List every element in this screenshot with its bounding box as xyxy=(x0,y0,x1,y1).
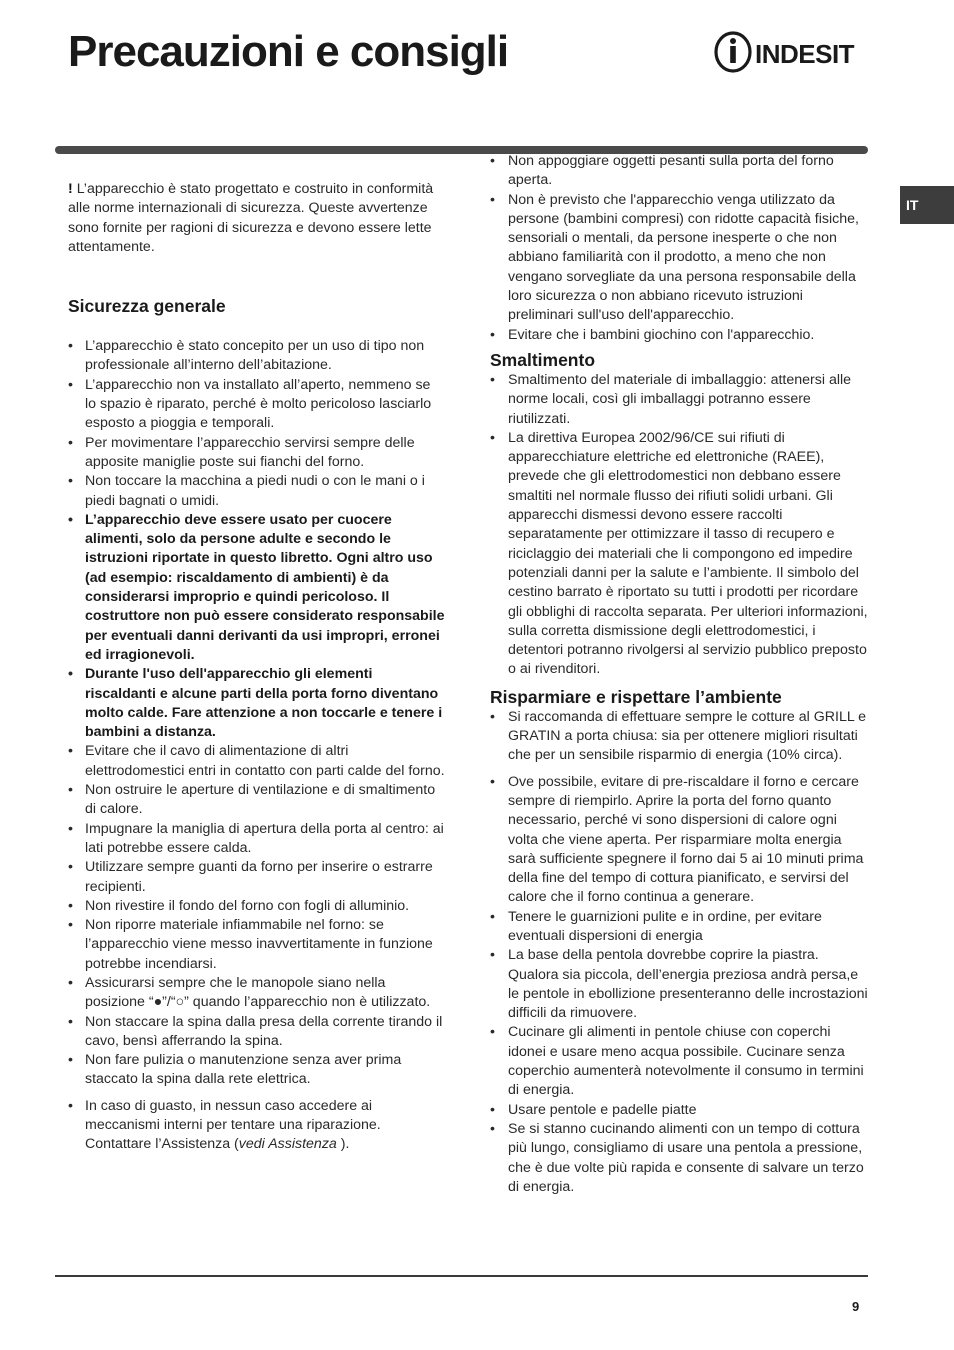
list-item: • Si raccomanda di effettuare sempre le cotture al GRILL e GRATIN a porta chiusa: sia per ottenere migliori risultati che per un sensibile risparmio di energia (10% circa). xyxy=(490,708,868,766)
intro-paragraph xyxy=(68,180,445,257)
list-item: • Ove possibile, evitare di pre-riscaldare il forno e cercare sempre di riempirlo. Aprire la porta del forno quanto necessario, perché vi sono dispersioni di calore ogni volta che viene aperta. Per risparmiare molta energia sarà sufficiente spegnere il forno dai 5 ai 10 minuti prima della fine del tempo di cottura pianificato, e servirsi del calore che il forno continua a generare. xyxy=(490,773,868,908)
list-item: • Assicurarsi sempre che le manopole siano nella posizione “●”/“○” quando l’apparecchio non è utilizzato. xyxy=(68,974,445,1013)
list-item: • Se si stanno cucinando alimenti con un tempo di cottura più lungo, consigliamo di usare una pentola a pressione, che è due volte più rapida e consente di salvare un terzo di energia. xyxy=(490,1120,868,1197)
list-item: • La direttiva Europea 2002/96/CE sui rifiuti di apparecchiature elettriche ed elettroniche (RAEE), prevede che gli elettrodomestici non debbano essere smaltiti nel normale flusso dei rifiuti solidi urbani. Gli apparecchi dismessi devono essere raccolti separatamente per ottimizzare il tasso di recupero e riciclaggio dei materiali che li compongono ed impedire potenziali danni per la salute e l’ambiente. Il simbolo del cestino barrato è riportato su tutti i prodotti per ricordare gli obblighi di raccolta separata. Per ulteriori informazioni, sulla corretta dismissione degli elettrodomestici, i detentori potranno rivolgersi al servizio pubblico preposto o ai rivenditori. xyxy=(490,429,868,680)
list-item: • Utilizzare sempre guanti da forno per inserire o estrarre recipienti. xyxy=(68,858,445,897)
indesit-logo-icon xyxy=(713,30,873,76)
list-item: • Cucinare gli alimenti in pentole chiuse con coperchi idonei e usare meno acqua possibile. Cucinare senza coperchio aumenterà notevolmente il consumo in termini di energia. xyxy=(490,1023,868,1100)
left-column xyxy=(68,180,445,1155)
list-item: • Evitare che il cavo di alimentazione di altri elettrodomestici entri in contatto con parti calde del forno. xyxy=(68,742,445,781)
list-item: • Durante l'uso dell'apparecchio gli elementi riscaldanti e alcune parti della porta forno diventano molto calde. Fare attenzione a non toccarle e tenere i bambini a distanza. xyxy=(68,665,445,742)
list-item: • Non toccare la macchina a piedi nudi o con le mani o i piedi bagnati o umidi. xyxy=(68,472,445,511)
list-item: • Non ostruire le aperture di ventilazione e di smaltimento di calore. xyxy=(68,781,445,820)
list-item: • Smaltimento del materiale di imballaggio: attenersi alle norme locali, così gli imballaggi potranno essere riutilizzati. xyxy=(490,371,868,429)
section-title-sicurezza: Sicurezza generale xyxy=(68,296,226,317)
list-item: • L’apparecchio deve essere usato per cuocere alimenti, solo da persone adulte e secondo le istruzioni riportate in questo libretto. Ogni altro uso (ad esempio: riscaldamento di ambienti) è da considerarsi improprio e quindi pericoloso. Il costruttore non può essere considerato responsabile per eventuali danni derivanti da usi impropri, erronei ed irragionevoli. xyxy=(68,511,445,665)
section-title-risparmiare: Risparmiare e rispettare l’ambiente xyxy=(490,686,782,707)
list-item: • Usare pentole e padelle piatte xyxy=(490,1101,868,1120)
list-item: • Per movimentare l’apparecchio servirsi sempre delle apposite maniglie poste sui fianchi del forno. xyxy=(68,434,445,473)
language-tab: IT xyxy=(900,186,954,224)
list-item: • Non rivestire il fondo del forno con fogli di alluminio. xyxy=(68,897,445,916)
list-item-text: ). xyxy=(336,1136,350,1153)
list-item: • L’apparecchio non va installato all’aperto, nemmeno se lo spazio è riparato, perché è molto pericoloso lasciarlo esposto a pioggia e temporali. xyxy=(68,376,445,434)
footer-divider xyxy=(55,1275,868,1277)
safety-list-continued xyxy=(490,152,868,345)
disposal-list xyxy=(490,371,868,680)
list-item: • Impugnare la maniglia di apertura della porta al centro: ai lati potrebbe essere calda. xyxy=(68,820,445,859)
safety-list xyxy=(68,337,445,1154)
right-column xyxy=(490,152,868,1197)
list-item: • La base della pentola dovrebbe coprire la piastra. Qualora sia piccola, dell’energia preziosa andrà persa,e le pentole in ebollizione presenteranno delle incrostazioni difficili da rimuovere. xyxy=(490,946,868,1023)
page-title: Precauzioni e consigli xyxy=(68,27,509,76)
brand-name: INDESIT xyxy=(755,39,855,69)
energy-saving-list xyxy=(490,708,868,1197)
list-item: • Non fare pulizia o manutenzione senza aver prima staccato la spina dalla rete elettrica. xyxy=(68,1051,445,1090)
list-item xyxy=(68,1097,445,1155)
intro-text: L’apparecchio è stato progettato e costruito in conformità alle norme internazionali di sicurezza. Queste avvertenze sono fornite per ragioni di sicurezza e devono essere lette attentamente. xyxy=(68,181,434,255)
list-item: • Non staccare la spina dalla presa della corrente tirando il cavo, bensì afferrando la spina. xyxy=(68,1013,445,1052)
list-item: • Evitare che i bambini giochino con l'apparecchio. xyxy=(490,326,868,345)
assistance-reference: vedi Assistenza xyxy=(238,1136,337,1153)
list-item: • Non è previsto che l'apparecchio venga utilizzato da persone (bambini compresi) con ridotte capacità fisiche, sensoriali o mentali, da persone inesperte o che non abbiano familiarità con il prodotto, a meno che non vengano sorvegliate da una persona responsabile della loro sicurezza o non abbiano ricevuto istruzioni preliminari sull'uso dell'apparecchio. xyxy=(490,191,868,326)
list-item: • Non appoggiare oggetti pesanti sulla porta del forno aperta. xyxy=(490,152,868,191)
warning-mark: ! xyxy=(68,181,73,197)
list-item-text: In caso di guasto, in nessun caso accedere ai meccanismi interni per tentare una riparazione. Contattare l’Assistenza ( xyxy=(85,1097,381,1153)
brand-logo xyxy=(713,30,873,76)
list-item: • Tenere le guarnizioni pulite e in ordine, per evitare eventuali dispersioni di energia xyxy=(490,908,868,947)
list-item: • Non riporre materiale infiammabile nel forno: se l’apparecchio viene messo inavvertitamente in funzione potrebbe incendiarsi. xyxy=(68,916,445,974)
list-item: • L’apparecchio è stato concepito per un uso di tipo non professionale all’interno dell’abitazione. xyxy=(68,337,445,376)
section-title-smaltimento: Smaltimento xyxy=(490,349,596,370)
page-number: 9 xyxy=(852,1299,860,1314)
